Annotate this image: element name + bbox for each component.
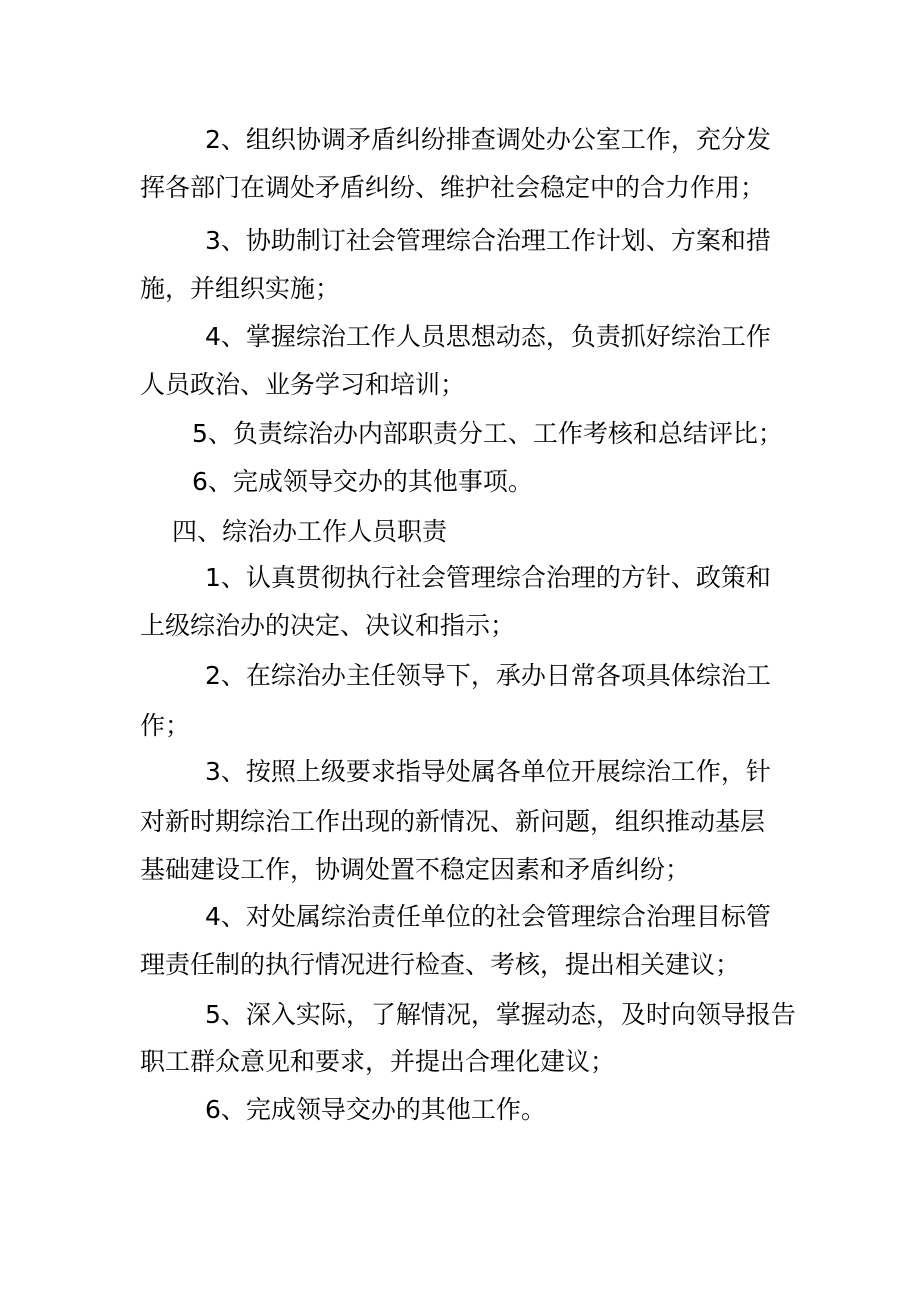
section4-item-2-line-2: 作； [140,711,191,740]
section4-item-4-line-2: 理责任制的执行情况进行检查、考核，提出相关建议； [140,950,741,979]
section4-item-6-line-1: 6、完成领导交办的其他工作。 [205,1095,546,1124]
section3-item-2-line-2: 挥各部门在调处矛盾纠纷、维护社会稳定中的合力作用； [140,173,766,202]
section4-item-5-line-2: 职工群众意见和要求，并提出合理化建议； [140,1047,616,1076]
section4-item-1-line-1: 1、认真贯彻执行社会管理综合治理的方针、政策和 [205,563,771,592]
section3-item-4-line-2: 人员政治、业务学习和培训； [140,370,466,399]
section4-item-5-line-1: 5、深入实际，了解情况，掌握动态，及时向领导报告 [205,1000,796,1029]
section4-item-4-line-1: 4、对处属综治责任单位的社会管理综合治理目标管 [205,902,771,931]
section4-item-3-line-2: 对新时期综治工作出现的新情况、新问题，组织推动基层 [140,807,766,836]
section4-heading: 四、综治办工作人员职责 [172,517,448,546]
section3-item-3-line-2: 施，并组织实施； [140,274,341,303]
section4-item-3-line-3: 基础建设工作，协调处置不稳定因素和矛盾纠纷； [140,855,691,884]
section4-item-1-line-2: 上级综治办的决定、决议和指示； [140,611,516,640]
section3-item-4-line-1: 4、掌握综治工作人员思想动态，负责抓好综治工作 [205,322,771,351]
section3-item-5-line-1: 5、负责综治办内部职责分工、工作考核和总结评比； [192,419,783,448]
section3-item-3-line-1: 3、协助制订社会管理综合治理工作计划、方案和措 [205,226,771,255]
section4-item-3-line-1: 3、按照上级要求指导处属各单位开展综治工作，针 [205,757,771,786]
section3-item-2-line-1: 2、组织协调矛盾纠纷排查调处办公室工作，充分发 [205,125,771,154]
section4-item-2-line-1: 2、在综治办主任领导下，承办日常各项具体综治工 [205,661,771,690]
section3-item-6-line-1: 6、完成领导交办的其他事项。 [192,467,533,496]
